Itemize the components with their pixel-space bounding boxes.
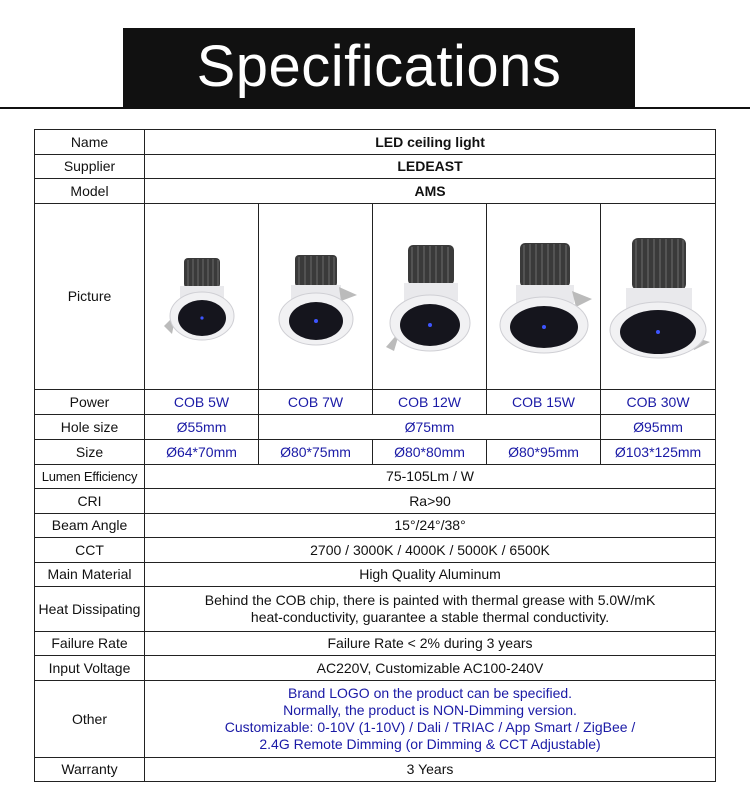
- table-row: [35, 155, 716, 179]
- row-value: High Quality Aluminum: [145, 563, 716, 587]
- table-row: [35, 758, 716, 782]
- specifications-table: [34, 129, 716, 782]
- row-value: 15°/24°/38°: [145, 514, 716, 538]
- row-label: Heat Dissipating: [35, 587, 145, 632]
- downlight-12w-image: [382, 237, 478, 357]
- table-row: [35, 440, 716, 465]
- table-row: [35, 465, 716, 489]
- row-label: Name: [35, 130, 145, 155]
- table-row: [35, 656, 716, 681]
- downlight-15w-image: [492, 237, 596, 357]
- hole-size-value: Ø95mm: [601, 415, 716, 440]
- downlight-30w-image: [604, 232, 712, 362]
- table-row: [35, 587, 716, 632]
- row-label: Input Voltage: [35, 656, 145, 681]
- row-label: Main Material: [35, 563, 145, 587]
- power-value: COB 7W: [259, 390, 373, 415]
- picture-cell: [601, 204, 716, 390]
- row-label: CRI: [35, 489, 145, 514]
- row-value: AMS: [145, 179, 716, 204]
- table-row: [35, 538, 716, 563]
- size-value: Ø80*80mm: [373, 440, 487, 465]
- row-label: Picture: [35, 204, 145, 390]
- row-label: Lumen Efficiency: [35, 465, 145, 489]
- row-label: Model: [35, 179, 145, 204]
- picture-cell: [373, 204, 487, 390]
- picture-cell: [145, 204, 259, 390]
- text-line: Normally, the product is NON-Dimming version.: [283, 702, 577, 718]
- table-row: [35, 681, 716, 758]
- row-value: 3 Years: [145, 758, 716, 782]
- text-line: 2.4G Remote Dimming (or Dimming & CCT Adjustable): [259, 736, 601, 752]
- size-value: Ø80*95mm: [487, 440, 601, 465]
- table-row: [35, 179, 716, 204]
- table-row: [35, 514, 716, 538]
- row-label: Failure Rate: [35, 632, 145, 656]
- text-line: Behind the COB chip, there is painted with thermal grease with 5.0W/mK: [204, 592, 656, 608]
- row-value: 75-105Lm / W: [145, 465, 716, 489]
- power-value: COB 15W: [487, 390, 601, 415]
- row-value: AC220V, Customizable AC100-240V: [145, 656, 716, 681]
- row-label: Warranty: [35, 758, 145, 782]
- text-line: Customizable: 0-10V (1-10V) / Dali / TRIAC / App Smart / ZigBee /: [224, 719, 636, 735]
- hole-size-value: Ø55mm: [145, 415, 259, 440]
- row-label: CCT: [35, 538, 145, 563]
- table-row: [35, 415, 716, 440]
- power-value: COB 5W: [145, 390, 259, 415]
- hole-size-value: Ø75mm: [259, 415, 601, 440]
- page-title: Specifications: [196, 34, 562, 99]
- picture-cell: [487, 204, 601, 390]
- size-value: Ø80*75mm: [259, 440, 373, 465]
- row-label: Supplier: [35, 155, 145, 179]
- header-banner: [123, 28, 635, 108]
- row-value: 2700 / 3000K / 4000K / 5000K / 6500K: [145, 538, 716, 563]
- row-value: [145, 681, 716, 758]
- table-row: [35, 632, 716, 656]
- text-line: heat-conductivity, guarantee a stable thermal conductivity.: [250, 609, 610, 625]
- table-row: [35, 390, 716, 415]
- power-value: COB 30W: [601, 390, 716, 415]
- downlight-7w-image: [271, 247, 361, 347]
- row-value: Ra>90: [145, 489, 716, 514]
- size-value: Ø64*70mm: [145, 440, 259, 465]
- text-line: Brand LOGO on the product can be specified.: [287, 685, 573, 701]
- header-divider: [0, 107, 750, 109]
- row-value: [145, 587, 716, 632]
- row-label: Power: [35, 390, 145, 415]
- row-value: Failure Rate < 2% during 3 years: [145, 632, 716, 656]
- power-value: COB 12W: [373, 390, 487, 415]
- table-row: [35, 563, 716, 587]
- row-label: Other: [35, 681, 145, 758]
- downlight-5w-image: [162, 252, 242, 342]
- row-label: Size: [35, 440, 145, 465]
- size-value: Ø103*125mm: [601, 440, 716, 465]
- row-value: LEDEAST: [145, 155, 716, 179]
- row-value: LED ceiling light: [145, 130, 716, 155]
- table-row: [35, 489, 716, 514]
- table-row: [35, 204, 716, 390]
- picture-cell: [259, 204, 373, 390]
- row-label: Hole size: [35, 415, 145, 440]
- table-row: [35, 130, 716, 155]
- row-label: Beam Angle: [35, 514, 145, 538]
